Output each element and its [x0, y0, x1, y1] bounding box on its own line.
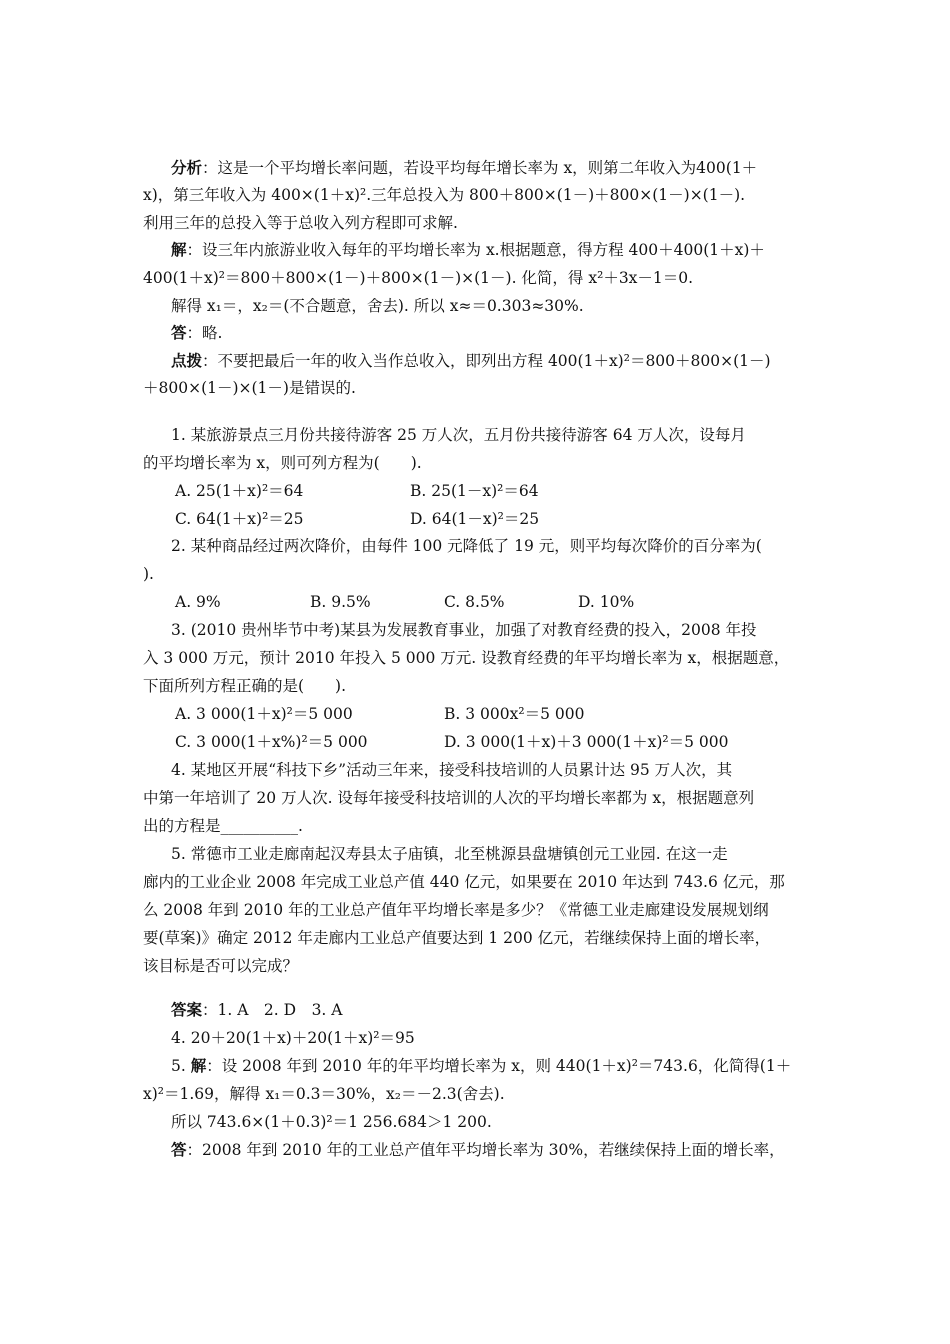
answers-final-label: 答	[171, 1141, 187, 1159]
answers-line-6	[171, 1140, 785, 1160]
q5-line-4: 要(草案)》确定 2012 年走廊内工业总产值要达到 1 200 亿元，若继续保持上面的增长率，	[143, 929, 771, 947]
answers-line-4: x)²＝1.69，解得 x₁＝0.3＝30%，x₂＝－2.3(舍去).	[143, 1085, 505, 1103]
q3-option-c: C. 3 000(1＋x%)²＝5 000	[175, 733, 368, 751]
q2-line-1: 2. 某种商品经过两次降价，由每件 100 元降低了 19 元，则平均每次降价的百分率为(	[171, 537, 762, 555]
answers-label: 答案	[171, 1001, 203, 1019]
solution-line-3: 解得 x₁＝，x₂＝(不合题意，舍去). 所以 x≈＝0.303≈30%.	[171, 297, 584, 315]
answers-text-3: ：设 2008 年到 2010 年的年平均增长率为 x，则 440(1＋x)²＝743.6，化简得(1＋	[206, 1057, 792, 1075]
q2-option-b: B. 9.5%	[310, 593, 371, 611]
tip-line-2: ＋800×(1－)×(1－)是错误的.	[143, 379, 356, 397]
q5-line-3: 么 2008 年到 2010 年的工业总产值年平均增长率是多少？《常德工业走廊建设发展规划纲	[143, 901, 769, 919]
tip-text-1: ：不要把最后一年的收入当作总收入，即列出方程 400(1＋x)²＝800＋800×(1－)	[202, 352, 771, 370]
answers-text-1: ：1. A 2. D 3. A	[202, 1001, 343, 1019]
answer-text: ：略.	[186, 324, 223, 342]
answers-solution-label: 解	[190, 1057, 207, 1075]
q4-line-1: 4. 某地区开展“科技下乡”活动三年来，接受科技培训的人员累计达 95 万人次，其	[171, 761, 733, 779]
tip-label: 点拨	[171, 352, 203, 370]
q2-line-2: ).	[143, 565, 154, 583]
q3-line-1: 3. (2010 贵州毕节中考)某县为发展教育事业，加强了对教育经费的投入，2008 年投	[171, 621, 757, 639]
q1-option-a: A. 25(1＋x)²＝64	[175, 482, 304, 500]
solution-line-1	[171, 240, 765, 260]
q1-option-b: B. 25(1－x)²＝64	[410, 482, 539, 500]
q5-line-2: 廊内的工业企业 2008 年完成工业总产值 440 亿元，如果要在 2010 年达到 743.6 亿元，那	[143, 873, 785, 891]
solution-text-1: ：设三年内旅游业收入每年的平均增长率为 x.根据题意，得方程 400＋400(1＋x)＋	[186, 241, 765, 259]
q3-line-2: 入 3 000 万元，预计 2010 年投入 5 000 万元. 设教育经费的年平均增长率为 x，根据题意，	[143, 649, 790, 667]
solution-line-2: 400(1＋x)²＝800＋800×(1－)＋800×(1－)×(1－). 化简，得 x²＋3x－1＝0.	[143, 269, 694, 287]
answers-line-2: 4. 20＋20(1＋x)＋20(1＋x)²＝95	[171, 1029, 415, 1047]
q2-option-a: A. 9%	[175, 593, 221, 611]
q1-option-c: C. 64(1＋x)²＝25	[175, 510, 304, 528]
analysis-label: 分析	[171, 159, 203, 177]
analysis-text-1: ：这是一个平均增长率问题，若设平均每年增长率为 x，则第二年收入为400(1＋	[202, 159, 758, 177]
q4-line-3: 出的方程是__________.	[143, 817, 303, 835]
answers-text-6: ：2008 年到 2010 年的工业总产值年平均增长率为 30%，若继续保持上面的增长率，	[186, 1141, 785, 1159]
answer-label: 答	[171, 324, 187, 342]
analysis-line-3: 利用三年的总投入等于总收入列方程即可求解.	[143, 214, 458, 232]
answers-line-3	[171, 1056, 791, 1076]
q1-line-2: 的平均增长率为 x，则可列方程为( ).	[143, 454, 422, 472]
q3-option-a: A. 3 000(1＋x)²＝5 000	[175, 705, 353, 723]
analysis-line-2: x)，第三年收入为 400×(1＋x)².三年总投入为 800＋800×(1－)＋800×(1－)×(1－).	[143, 186, 746, 204]
solution-label: 解	[171, 241, 187, 259]
q2-option-d: D. 10%	[578, 593, 635, 611]
q3-option-b: B. 3 000x²＝5 000	[444, 705, 585, 723]
answers-line-5: 所以 743.6×(1＋0.3)²＝1 256.684＞1 200.	[171, 1113, 492, 1131]
q3-option-d: D. 3 000(1＋x)＋3 000(1＋x)²＝5 000	[444, 733, 729, 751]
tip-line-1	[171, 351, 771, 371]
answers-q5-number: 5.	[171, 1057, 191, 1075]
q5-line-1: 5. 常德市工业走廊南起汉寿县太子庙镇，北至桃源县盘塘镇创元工业园. 在这一走	[171, 845, 728, 863]
q3-line-3: 下面所列方程正确的是( ).	[143, 677, 347, 695]
q1-line-1: 1. 某旅游景点三月份共接待游客 25 万人次，五月份共接待游客 64 万人次，设每月	[171, 426, 746, 444]
answer-line	[171, 323, 222, 343]
analysis-line-1	[171, 158, 757, 178]
answers-line-1	[171, 1000, 342, 1020]
q2-option-c: C. 8.5%	[444, 593, 505, 611]
q1-option-d: D. 64(1－x)²＝25	[410, 510, 540, 528]
q5-line-5: 该目标是否可以完成？	[143, 957, 299, 975]
q4-line-2: 中第一年培训了 20 万人次. 设每年接受科技培训的人次的平均增长率都为 x，根据题意列	[143, 789, 755, 807]
